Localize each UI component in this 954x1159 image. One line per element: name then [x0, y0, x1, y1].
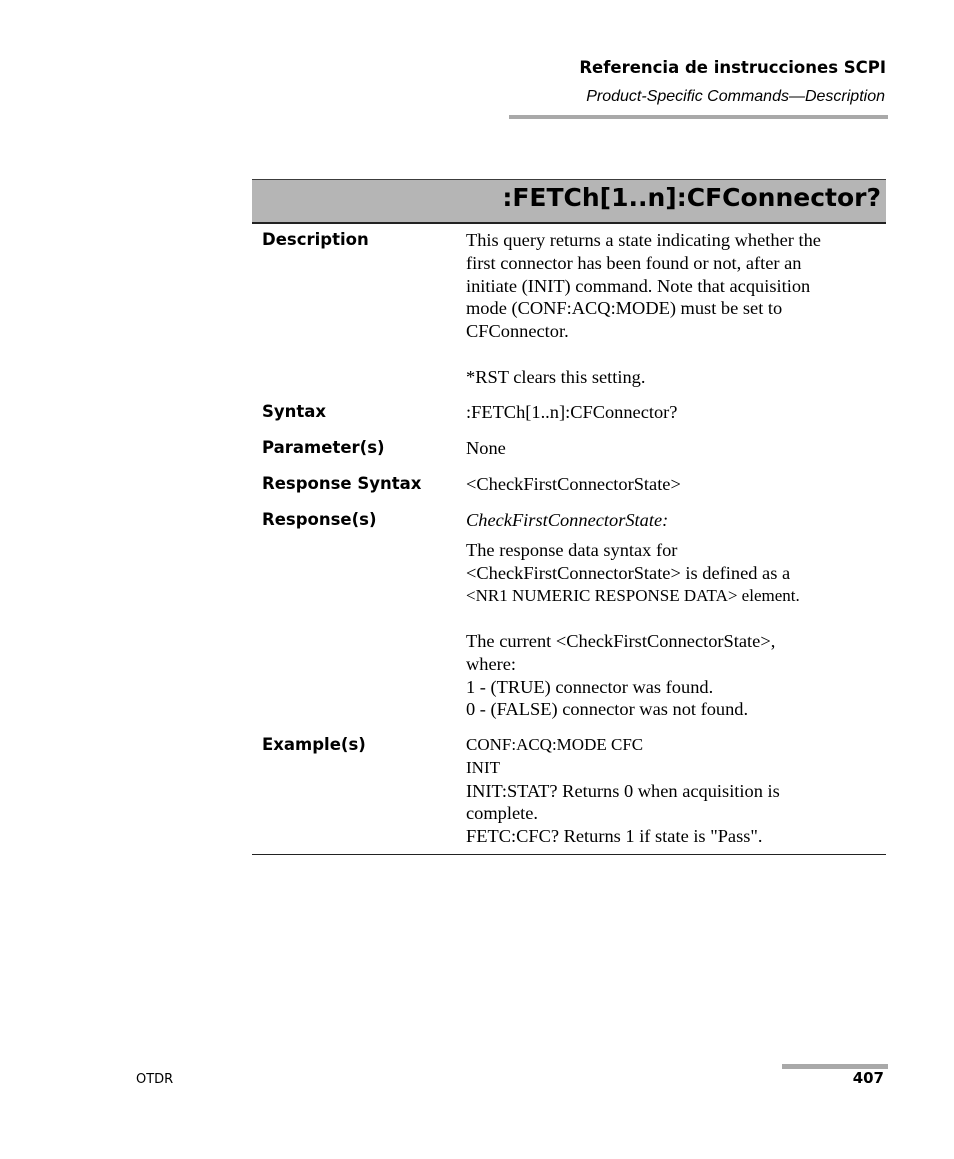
parameters-label: Parameter(s)	[262, 438, 385, 457]
response-values	[466, 630, 775, 721]
description-line: mode (CONF:ACQ:MODE) must be set to	[466, 298, 783, 319]
response-line: The current <CheckFirstConnectorState>,	[466, 631, 776, 651]
footer-product: OTDR	[136, 1072, 174, 1087]
description-text	[466, 229, 821, 343]
description-note: *RST clears this setting.	[466, 367, 646, 387]
example-line: complete.	[466, 803, 539, 824]
syntax-value: :FETCh[1..n]:CFConnector?	[466, 402, 678, 422]
examples-label: Example(s)	[262, 735, 366, 754]
syntax-label: Syntax	[262, 402, 327, 421]
running-header-subtitle: Product-Specific Commands—Description	[586, 88, 885, 105]
command-title: :FETCh[1..n]:CFConnector?	[502, 183, 881, 212]
response-line: <NR1 NUMERIC RESPONSE DATA> element.	[466, 585, 800, 605]
description-line: initiate (INIT) command. Note that acquisition	[466, 275, 811, 296]
running-header-title: Referencia de instrucciones SCPI	[579, 58, 886, 77]
response-description	[466, 539, 800, 607]
description-line: This query returns a state indicating whether the	[466, 230, 821, 250]
header-rule	[509, 115, 888, 119]
description-line: CFConnector.	[466, 321, 569, 342]
response-line: The response data syntax for	[466, 540, 678, 560]
example-line: CONF:ACQ:MODE CFC	[466, 735, 644, 754]
examples-text	[466, 734, 780, 848]
response-name: CheckFirstConnectorState:	[466, 510, 669, 530]
description-line: first connector has been found or not, after an	[466, 252, 802, 273]
description-label: Description	[262, 230, 369, 249]
example-line: FETC:CFC? Returns 1 if state is "Pass".	[466, 826, 763, 847]
responses-label: Response(s)	[262, 510, 377, 529]
page-number: 407	[852, 1069, 884, 1087]
response-syntax-value: <CheckFirstConnectorState>	[466, 474, 681, 494]
response-line: 0 - (FALSE) connector was not found.	[466, 699, 749, 720]
response-syntax-label: Response Syntax	[262, 474, 422, 493]
parameters-value: None	[466, 438, 506, 458]
response-line: <CheckFirstConnectorState> is defined as a	[466, 562, 791, 583]
table-bottom-rule	[252, 854, 886, 855]
command-title-bar	[252, 179, 886, 224]
example-line: INIT	[466, 757, 500, 777]
response-line: where:	[466, 653, 517, 674]
example-line: INIT:STAT? Returns 0 when acquisition is	[466, 780, 780, 801]
response-line: 1 - (TRUE) connector was found.	[466, 676, 714, 697]
